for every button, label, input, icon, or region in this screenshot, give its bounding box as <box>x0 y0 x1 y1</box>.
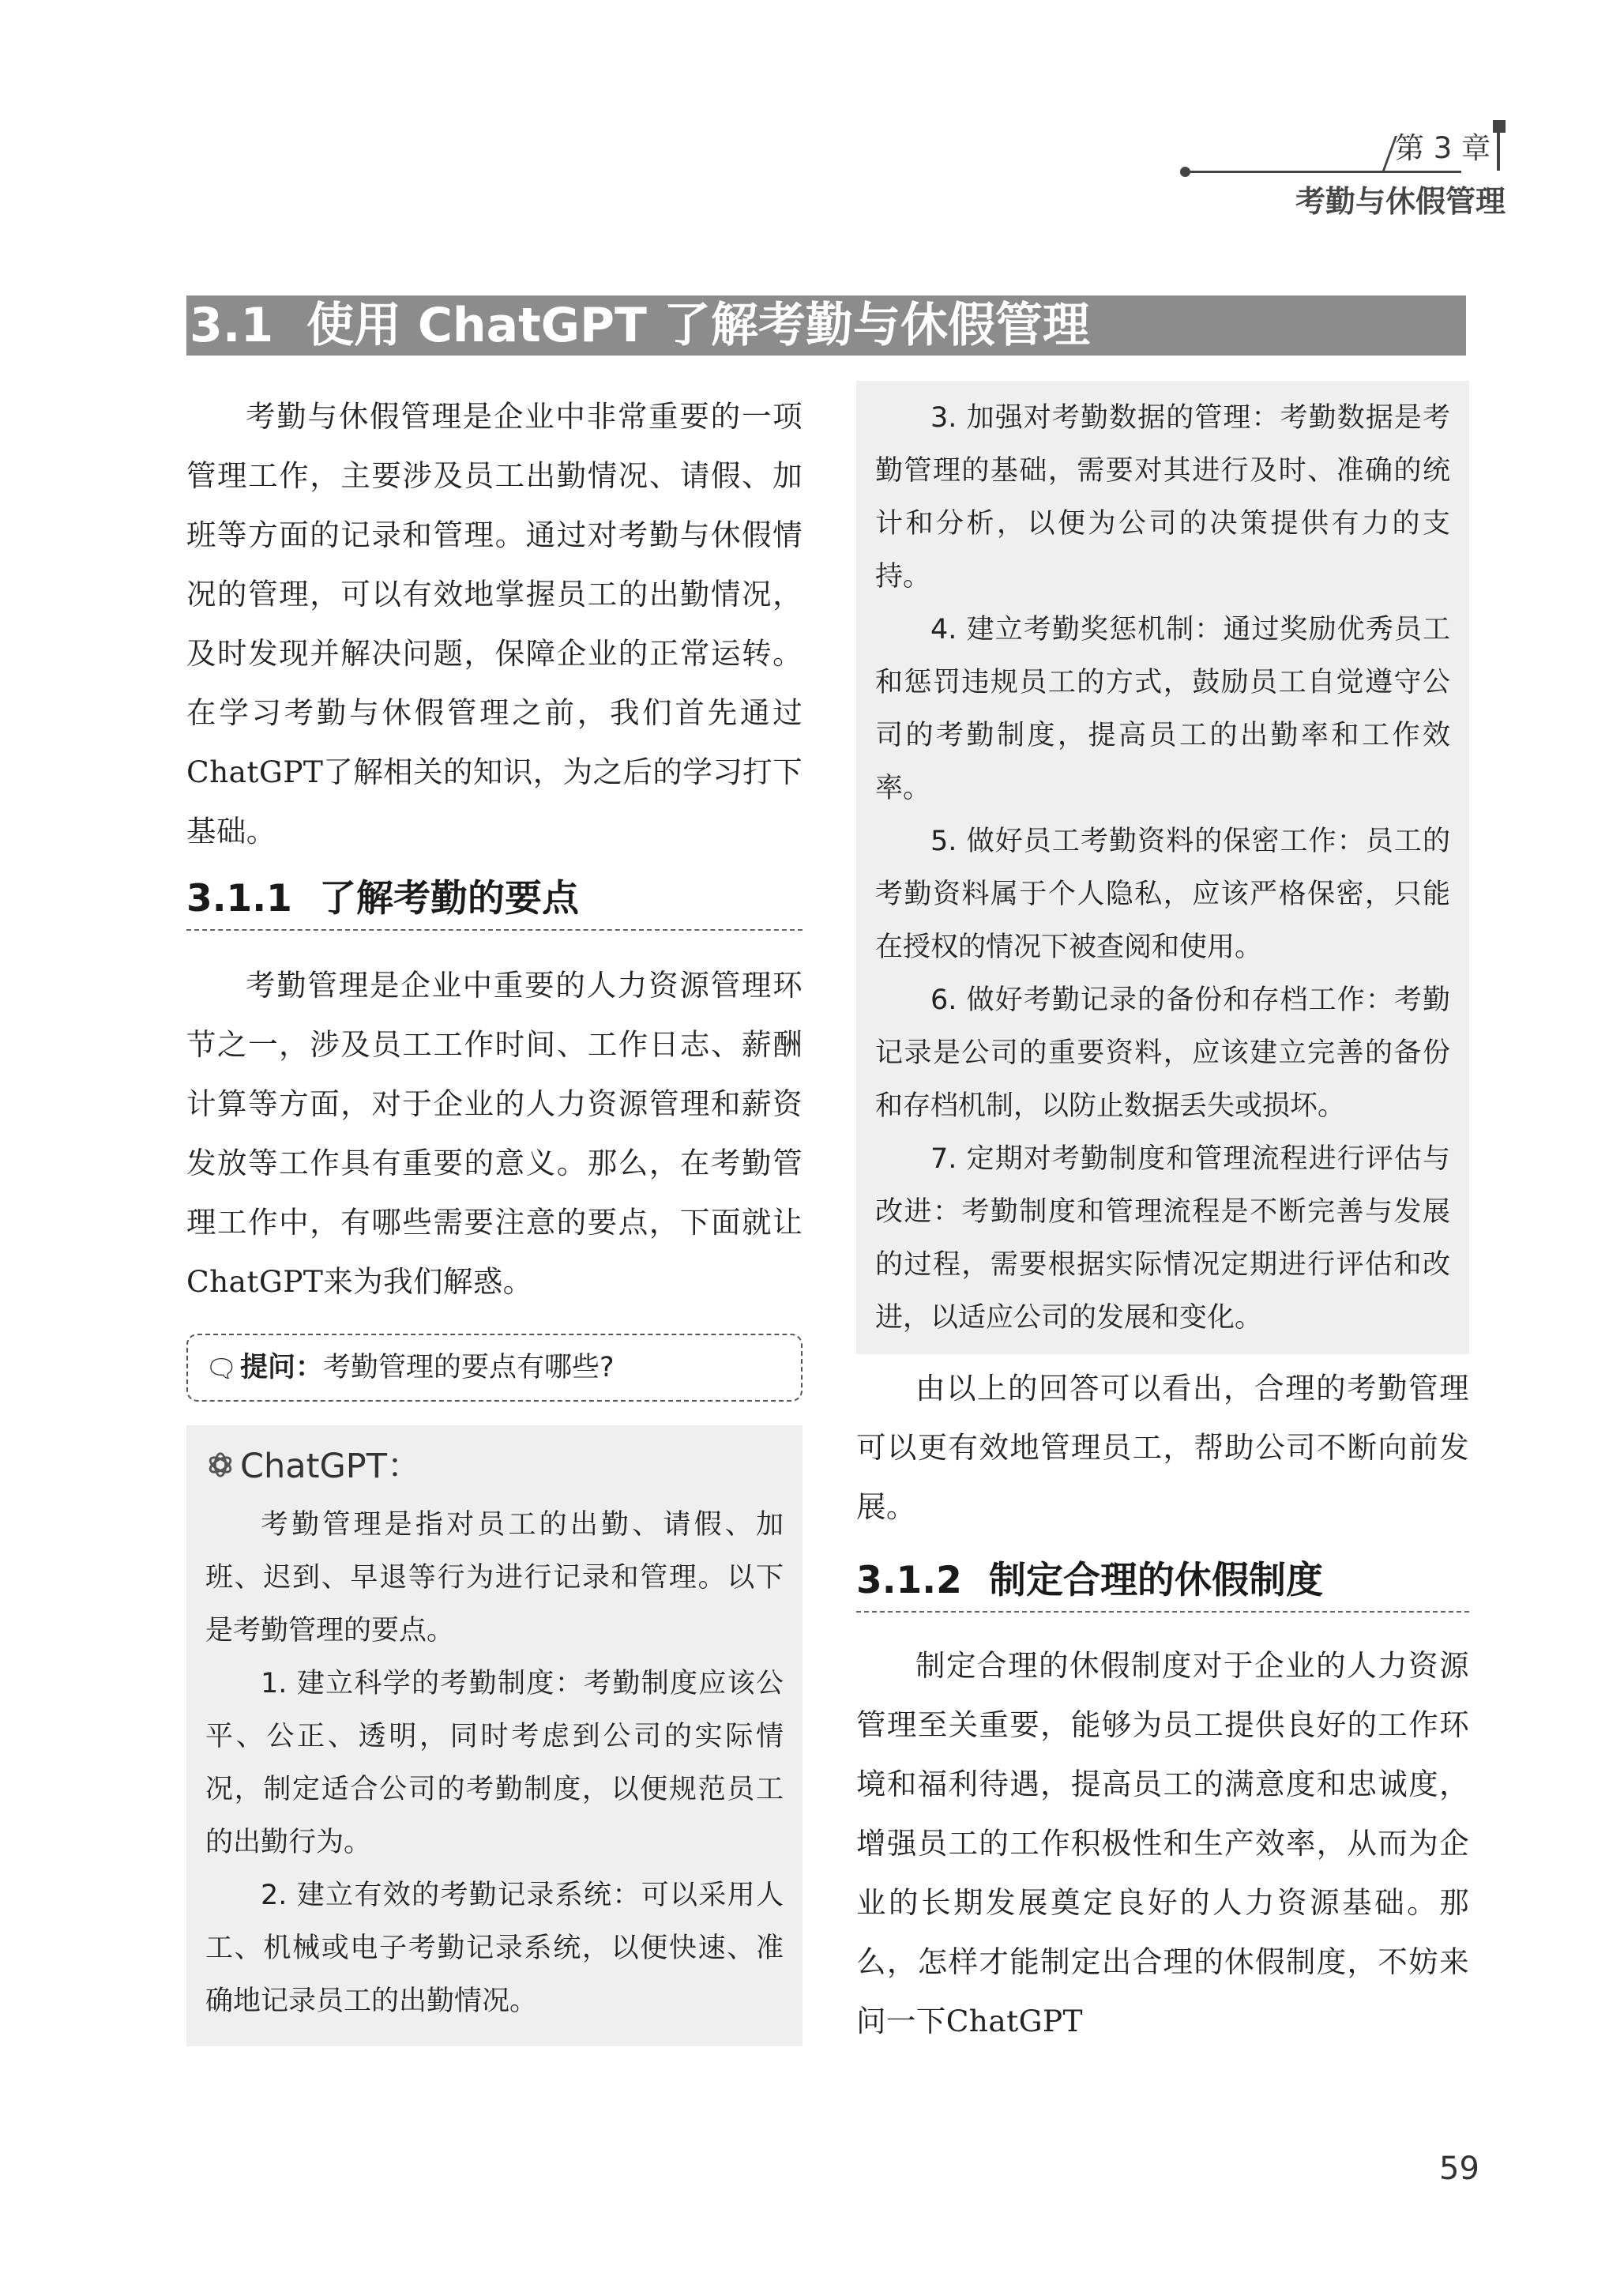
answer-point-5: 5. 做好员工考勤资料的保密工作：员工的考勤资料属于个人隐私，应该严格保密，只能在授权的情况下被查阅和使用。 <box>875 826 1450 963</box>
section-heading <box>186 295 1466 356</box>
intro-paragraph: 考勤与休假管理是企业中非常重要的一项管理工作，主要涉及员工出勤情况、请假、加班等方面的记录和管理。通过对考勤与休假情况的管理，可以有效地掌握员工的出勤情况，及时发现并解决问题，保障企业的正常运转。在学习考勤与休假管理之前，我们首先通过ChatGPT了解相关的知识，为之后的学习打下基础。 <box>186 399 803 849</box>
chapter-number: 第 3 章 <box>1395 131 1491 165</box>
chatgpt-logo-icon <box>205 1445 240 1492</box>
subsection-2-heading <box>856 1557 1469 1613</box>
subsection-2-title: 制定合理的休假制度 <box>989 1559 1323 1602</box>
left-column <box>186 387 803 2046</box>
header-rule <box>1185 171 1461 173</box>
answer-point-6: 6. 做好考勤记录的备份和存档工作：考勤记录是公司的重要资料，应该建立完善的备份和存档机制，以防止数据丢失或损坏。 <box>875 984 1450 1122</box>
prompt-text: 考勤管理的要点有哪些? <box>323 1352 615 1383</box>
section-number: 3.1 <box>190 298 274 353</box>
answer-point-1: 1. 建立科学的考勤制度：考勤制度应该公平、公正、透明，同时考虑到公司的实际情况，制定适合公司的考勤制度，以便规范员工的出勤行为。 <box>205 1667 784 1858</box>
subsection-2-number: 3.1.2 <box>856 1559 962 1602</box>
subsection-1-paragraph: 考勤管理是企业中重要的人力资源管理环节之一，涉及员工工作时间、工作日志、薪酬计算等方面，对于企业的人力资源管理和薪资发放等工作具有重要的意义。那么，在考勤管理工作中，有哪些需要注意的要点，下面就让ChatGPT来为我们解惑。 <box>186 968 803 1299</box>
answer-point-4: 4. 建立考勤奖惩机制：通过奖励优秀员工和惩罚违规员工的方式，鼓励员工自觉遵守公司的考勤制度，提高员工的出勤率和工作效率。 <box>875 614 1450 804</box>
subsection-1-heading <box>186 875 803 931</box>
subsection-1-title: 了解考勤的要点 <box>319 877 579 920</box>
chapter-header <box>1185 119 1517 221</box>
subsection-1-number: 3.1.1 <box>186 877 292 920</box>
section-title: 使用 ChatGPT 了解考勤与休假管理 <box>306 298 1090 353</box>
chapter-title: 考勤与休假管理 <box>1295 184 1506 219</box>
page-number: 59 <box>1439 2151 1479 2187</box>
answer-point-3: 3. 加强对考勤数据的管理：考勤数据是考勤管理的基础，需要对其进行及时、准确的统计和分析，以便为公司的决策提供有力的支持。 <box>875 402 1450 593</box>
subsection-2-paragraph: 制定合理的休假制度对于企业的人力资源管理至关重要，能够为员工提供良好的工作环境和福利待遇，提高员工的满意度和忠诚度，增强员工的工作积极性和生产效率，从而为企业的长期发展奠定良好的人力资源基础。那么，怎样才能制定出合理的休假制度，不妨来问一下ChatGPT <box>856 1648 1469 2038</box>
conclusion-paragraph: 由以上的回答可以看出，合理的考勤管理可以更有效地管理员工，帮助公司不断向前发展。 <box>856 1371 1469 1524</box>
answer-intro: 考勤管理是指对员工的出勤、请假、加班、迟到、早退等行为进行记录和管理。以下是考勤管理的要点。 <box>205 1508 784 1647</box>
chatgpt-label <box>205 1443 784 1492</box>
answer-point-7: 7. 定期对考勤制度和管理流程进行评估与改进：考勤制度和管理流程是不断完善与发展的过程，需要根据实际情况定期进行评估和改进，以适应公司的发展和变化。 <box>875 1143 1450 1334</box>
right-column <box>856 381 1469 2051</box>
prompt-box <box>186 1334 803 1402</box>
answer-panel-part-2 <box>856 381 1469 1354</box>
prompt-label: 提问： <box>240 1352 324 1383</box>
answer-point-2: 2. 建立有效的考勤记录系统：可以采用人工、机械或电子考勤记录系统，以便快速、准确地记录员工的出勤情况。 <box>205 1879 784 2017</box>
question-icon: 🗨 <box>205 1353 238 1383</box>
answer-panel-part-1 <box>186 1425 803 2046</box>
chatgpt-label-text: ChatGPT： <box>240 1447 422 1486</box>
